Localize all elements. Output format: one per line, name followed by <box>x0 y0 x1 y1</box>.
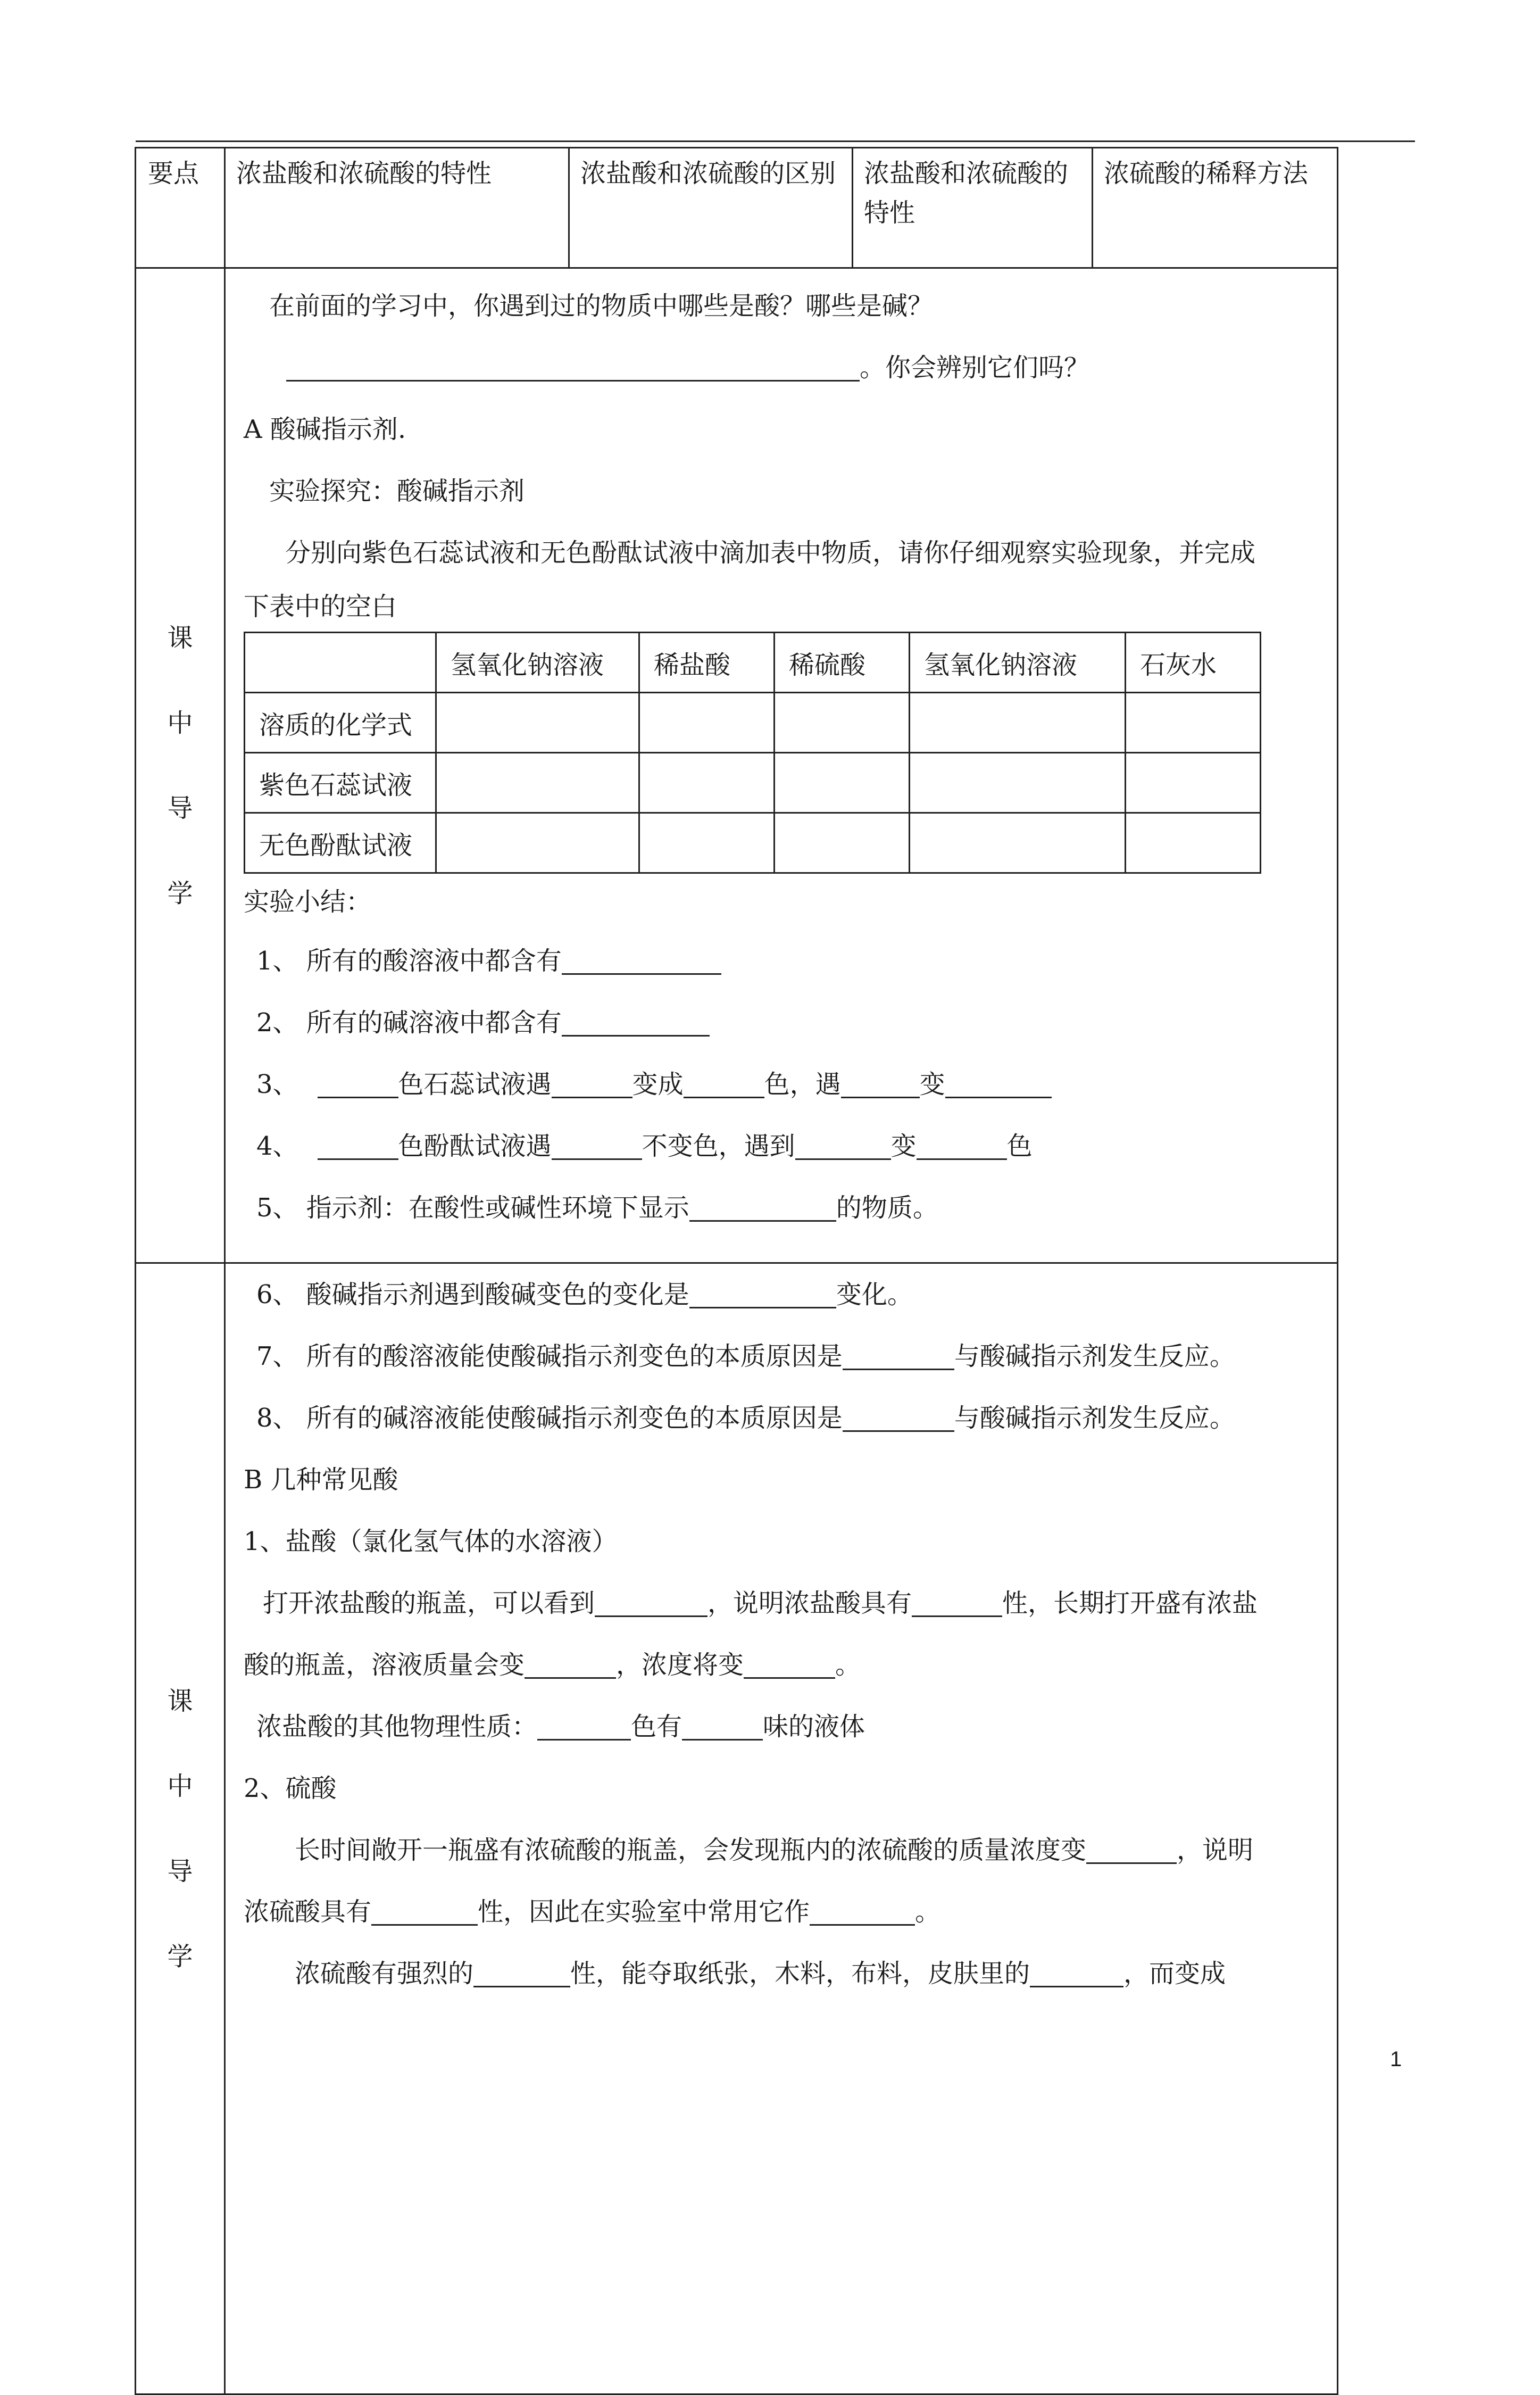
header-col4: 浓硫酸的稀释方法 <box>1093 148 1338 268</box>
answer-blank[interactable] <box>537 1711 631 1741</box>
answer-blank[interactable] <box>595 1588 707 1617</box>
table-cell[interactable] <box>639 753 775 813</box>
table-cell[interactable] <box>639 813 775 873</box>
h2so4-line-3 <box>244 1943 1326 2004</box>
body-text: 长时间敞开一瓶盛有浓硫酸的瓶盖，会发现瓶内的浓硫酸的质量浓度变 <box>295 1835 1087 1865</box>
summary-text: 色石蕊试液遇 <box>398 1070 552 1099</box>
row-label: 溶质的化学式 <box>245 693 436 753</box>
summary-text: 4、 <box>256 1131 298 1161</box>
section1-content <box>225 268 1338 1263</box>
answer-blank[interactable] <box>371 1896 478 1926</box>
summary-text: 色，遇 <box>764 1070 841 1099</box>
summary-text: 7、 所有的酸溶液能使酸碱指示剂变色的本质原因是 <box>256 1341 843 1371</box>
table-cell[interactable] <box>639 693 775 753</box>
h2so4-title: 2、硫酸 <box>244 1774 337 1803</box>
table-row <box>245 753 1261 813</box>
answer-blank[interactable] <box>1030 1958 1123 1987</box>
summary-text: 变 <box>890 1131 917 1161</box>
answer-blank[interactable] <box>744 1650 835 1679</box>
side-char: 导 <box>167 793 193 823</box>
row-label: 紫色石蕊试液 <box>245 753 436 813</box>
lesson-table <box>135 147 1338 2395</box>
body-text: ，说明浓盐酸具有 <box>707 1588 912 1618</box>
body-text: 性，长期打开盛有浓盐 <box>1002 1588 1258 1618</box>
summary-text: 变 <box>919 1070 945 1099</box>
header-col3: 浓盐酸和浓硫酸的特性 <box>853 148 1093 268</box>
table-header: 氢氧化钠溶液 <box>910 633 1126 693</box>
hcl-line-2 <box>244 1634 1326 1696</box>
summary-text: 变化。 <box>836 1280 913 1310</box>
body-text: 味的液体 <box>763 1712 865 1742</box>
intro-line-2 <box>244 337 1326 399</box>
side-char: 导 <box>167 1856 193 1886</box>
body-text: 打开浓盐酸的瓶盖，可以看到 <box>263 1588 595 1618</box>
summary-text: 不变色，遇到 <box>642 1131 795 1161</box>
body-text: 性，能夺取纸张，木料，布料，皮肤里的 <box>570 1959 1030 1988</box>
summary-text: 8、 所有的碱溶液能使酸碱指示剂变色的本质原因是 <box>256 1403 843 1433</box>
answer-blank[interactable] <box>1086 1835 1177 1864</box>
experiment-title: 实验探究：酸碱指示剂 <box>269 476 525 506</box>
answer-blank[interactable] <box>810 1896 915 1926</box>
summary-text: 色 <box>1006 1131 1033 1161</box>
table-row <box>245 693 1261 753</box>
answer-blank[interactable] <box>473 1958 570 1987</box>
section2-side-label <box>136 1263 225 2394</box>
summary-1 <box>244 930 1326 992</box>
answer-blank[interactable] <box>912 1588 1002 1617</box>
body-text: 色有 <box>631 1712 682 1742</box>
indicator-header-row <box>245 633 1261 693</box>
table-cell[interactable] <box>436 813 639 873</box>
body-text: 。 <box>835 1650 861 1680</box>
table-cell[interactable] <box>436 693 639 753</box>
answer-blank[interactable] <box>318 1069 398 1098</box>
section1-row <box>136 268 1338 1263</box>
table-cell[interactable] <box>775 813 910 873</box>
answer-blank[interactable] <box>945 1069 1052 1098</box>
indicator-table <box>244 632 1261 874</box>
table-header: 氢氧化钠溶液 <box>436 633 639 693</box>
table-header: 石灰水 <box>1126 633 1261 693</box>
answer-blank[interactable] <box>795 1131 891 1160</box>
side-char: 中 <box>167 708 193 738</box>
section2-row <box>136 1263 1338 2394</box>
answer-blank[interactable] <box>562 946 721 975</box>
body-text: 浓硫酸具有 <box>244 1897 372 1927</box>
summary-8 <box>244 1387 1326 1449</box>
table-header <box>245 633 436 693</box>
b-title: B 几种常见酸 <box>244 1465 398 1495</box>
instruction-line-2: 下表中的空白 <box>244 592 397 621</box>
summary-title: 实验小结： <box>244 887 372 917</box>
summary-3 <box>244 1054 1326 1115</box>
row-label: 无色酚酞试液 <box>245 813 436 873</box>
summary-text: 与酸碱指示剂发生反应。 <box>954 1341 1235 1371</box>
answer-blank[interactable] <box>286 352 860 382</box>
answer-blank[interactable] <box>318 1131 398 1160</box>
summary-text: 3、 <box>256 1070 298 1099</box>
table-cell[interactable] <box>910 813 1126 873</box>
table-cell[interactable] <box>436 753 639 813</box>
hcl-line-1 <box>244 1572 1326 1634</box>
header-row <box>136 148 1338 268</box>
answer-blank[interactable] <box>684 1069 764 1098</box>
table-cell[interactable] <box>1126 753 1261 813</box>
answer-blank[interactable] <box>562 1007 710 1037</box>
body-text: 酸的瓶盖，溶液质量会变 <box>244 1650 525 1680</box>
section1-side-label <box>136 268 225 1263</box>
answer-blank[interactable] <box>682 1711 763 1741</box>
summary-6 <box>244 1264 1326 1325</box>
body-text: 浓盐酸的其他物理性质： <box>256 1712 538 1742</box>
table-cell[interactable] <box>910 753 1126 813</box>
h2so4-line-2 <box>244 1881 1326 1943</box>
answer-blank[interactable] <box>552 1069 632 1098</box>
instruction-line-1: 分别向紫色石蕊试液和无色酚酞试液中滴加表中物质，请你仔细观察实验现象，并完成 <box>285 538 1256 568</box>
header-label: 要点 <box>136 148 225 268</box>
table-cell[interactable] <box>775 693 910 753</box>
table-header: 稀硫酸 <box>775 633 910 693</box>
side-char: 课 <box>167 1686 193 1716</box>
intro-line: 在前面的学习中，你遇到过的物质中哪些是酸？哪些是碱？ <box>269 291 934 321</box>
table-cell[interactable] <box>775 753 910 813</box>
answer-blank[interactable] <box>689 1192 836 1222</box>
side-char: 学 <box>167 1941 193 1971</box>
body-text: 性，因此在实验室中常用它作 <box>478 1897 810 1927</box>
table-cell[interactable] <box>1126 813 1261 873</box>
table-cell[interactable] <box>1126 693 1261 753</box>
body-text: 浓硫酸有强烈的 <box>295 1959 474 1988</box>
hcl-line-3 <box>244 1696 1326 1758</box>
a-title: A 酸碱指示剂. <box>244 415 406 444</box>
summary-text: 变成 <box>632 1070 684 1099</box>
header-col2: 浓盐酸和浓硫酸的区别 <box>569 148 853 268</box>
summary-text: 6、 酸碱指示剂遇到酸碱变色的变化是 <box>256 1280 689 1310</box>
summary-7 <box>244 1325 1326 1387</box>
side-char: 中 <box>167 1771 193 1801</box>
summary-text: 5、 指示剂：在酸性或碱性环境下显示 <box>256 1193 689 1223</box>
summary-5 <box>244 1177 1326 1239</box>
answer-blank[interactable] <box>525 1650 616 1679</box>
summary-text: 的物质。 <box>836 1193 938 1223</box>
hcl-title: 1、盐酸（氯化氢气体的水溶液） <box>244 1527 618 1556</box>
side-char: 课 <box>167 623 193 653</box>
side-char: 学 <box>167 878 193 908</box>
body-text: ，浓度将变 <box>616 1650 744 1680</box>
top-rule <box>136 140 1415 142</box>
body-text: ，而变成 <box>1123 1959 1226 1988</box>
body-text: 。 <box>915 1897 941 1927</box>
summary-text: 与酸碱指示剂发生反应。 <box>954 1403 1235 1433</box>
summary-text: 色酚酞试液遇 <box>398 1131 552 1161</box>
table-cell[interactable] <box>910 693 1126 753</box>
header-col1: 浓盐酸和浓硫酸的特性 <box>225 148 569 268</box>
answer-blank[interactable] <box>843 1403 954 1432</box>
summary-4 <box>244 1115 1326 1177</box>
table-row <box>245 813 1261 873</box>
answer-blank[interactable] <box>917 1131 1007 1160</box>
page-number: 1 <box>1390 2048 1402 2071</box>
answer-blank[interactable] <box>841 1069 920 1098</box>
answer-blank[interactable] <box>552 1131 642 1160</box>
body-text: ，说明 <box>1177 1835 1254 1865</box>
intro-tail: 。你会辨别它们吗？ <box>860 353 1090 383</box>
table-header: 稀盐酸 <box>639 633 775 693</box>
summary-2 <box>244 992 1326 1054</box>
answer-blank[interactable] <box>689 1279 836 1308</box>
summary-text: 1、 所有的酸溶液中都含有 <box>256 946 562 976</box>
summary-text: 2、 所有的碱溶液中都含有 <box>256 1008 562 1038</box>
h2so4-line-1 <box>244 1819 1326 1881</box>
section2-content <box>225 1263 1338 2394</box>
answer-blank[interactable] <box>843 1341 954 1370</box>
